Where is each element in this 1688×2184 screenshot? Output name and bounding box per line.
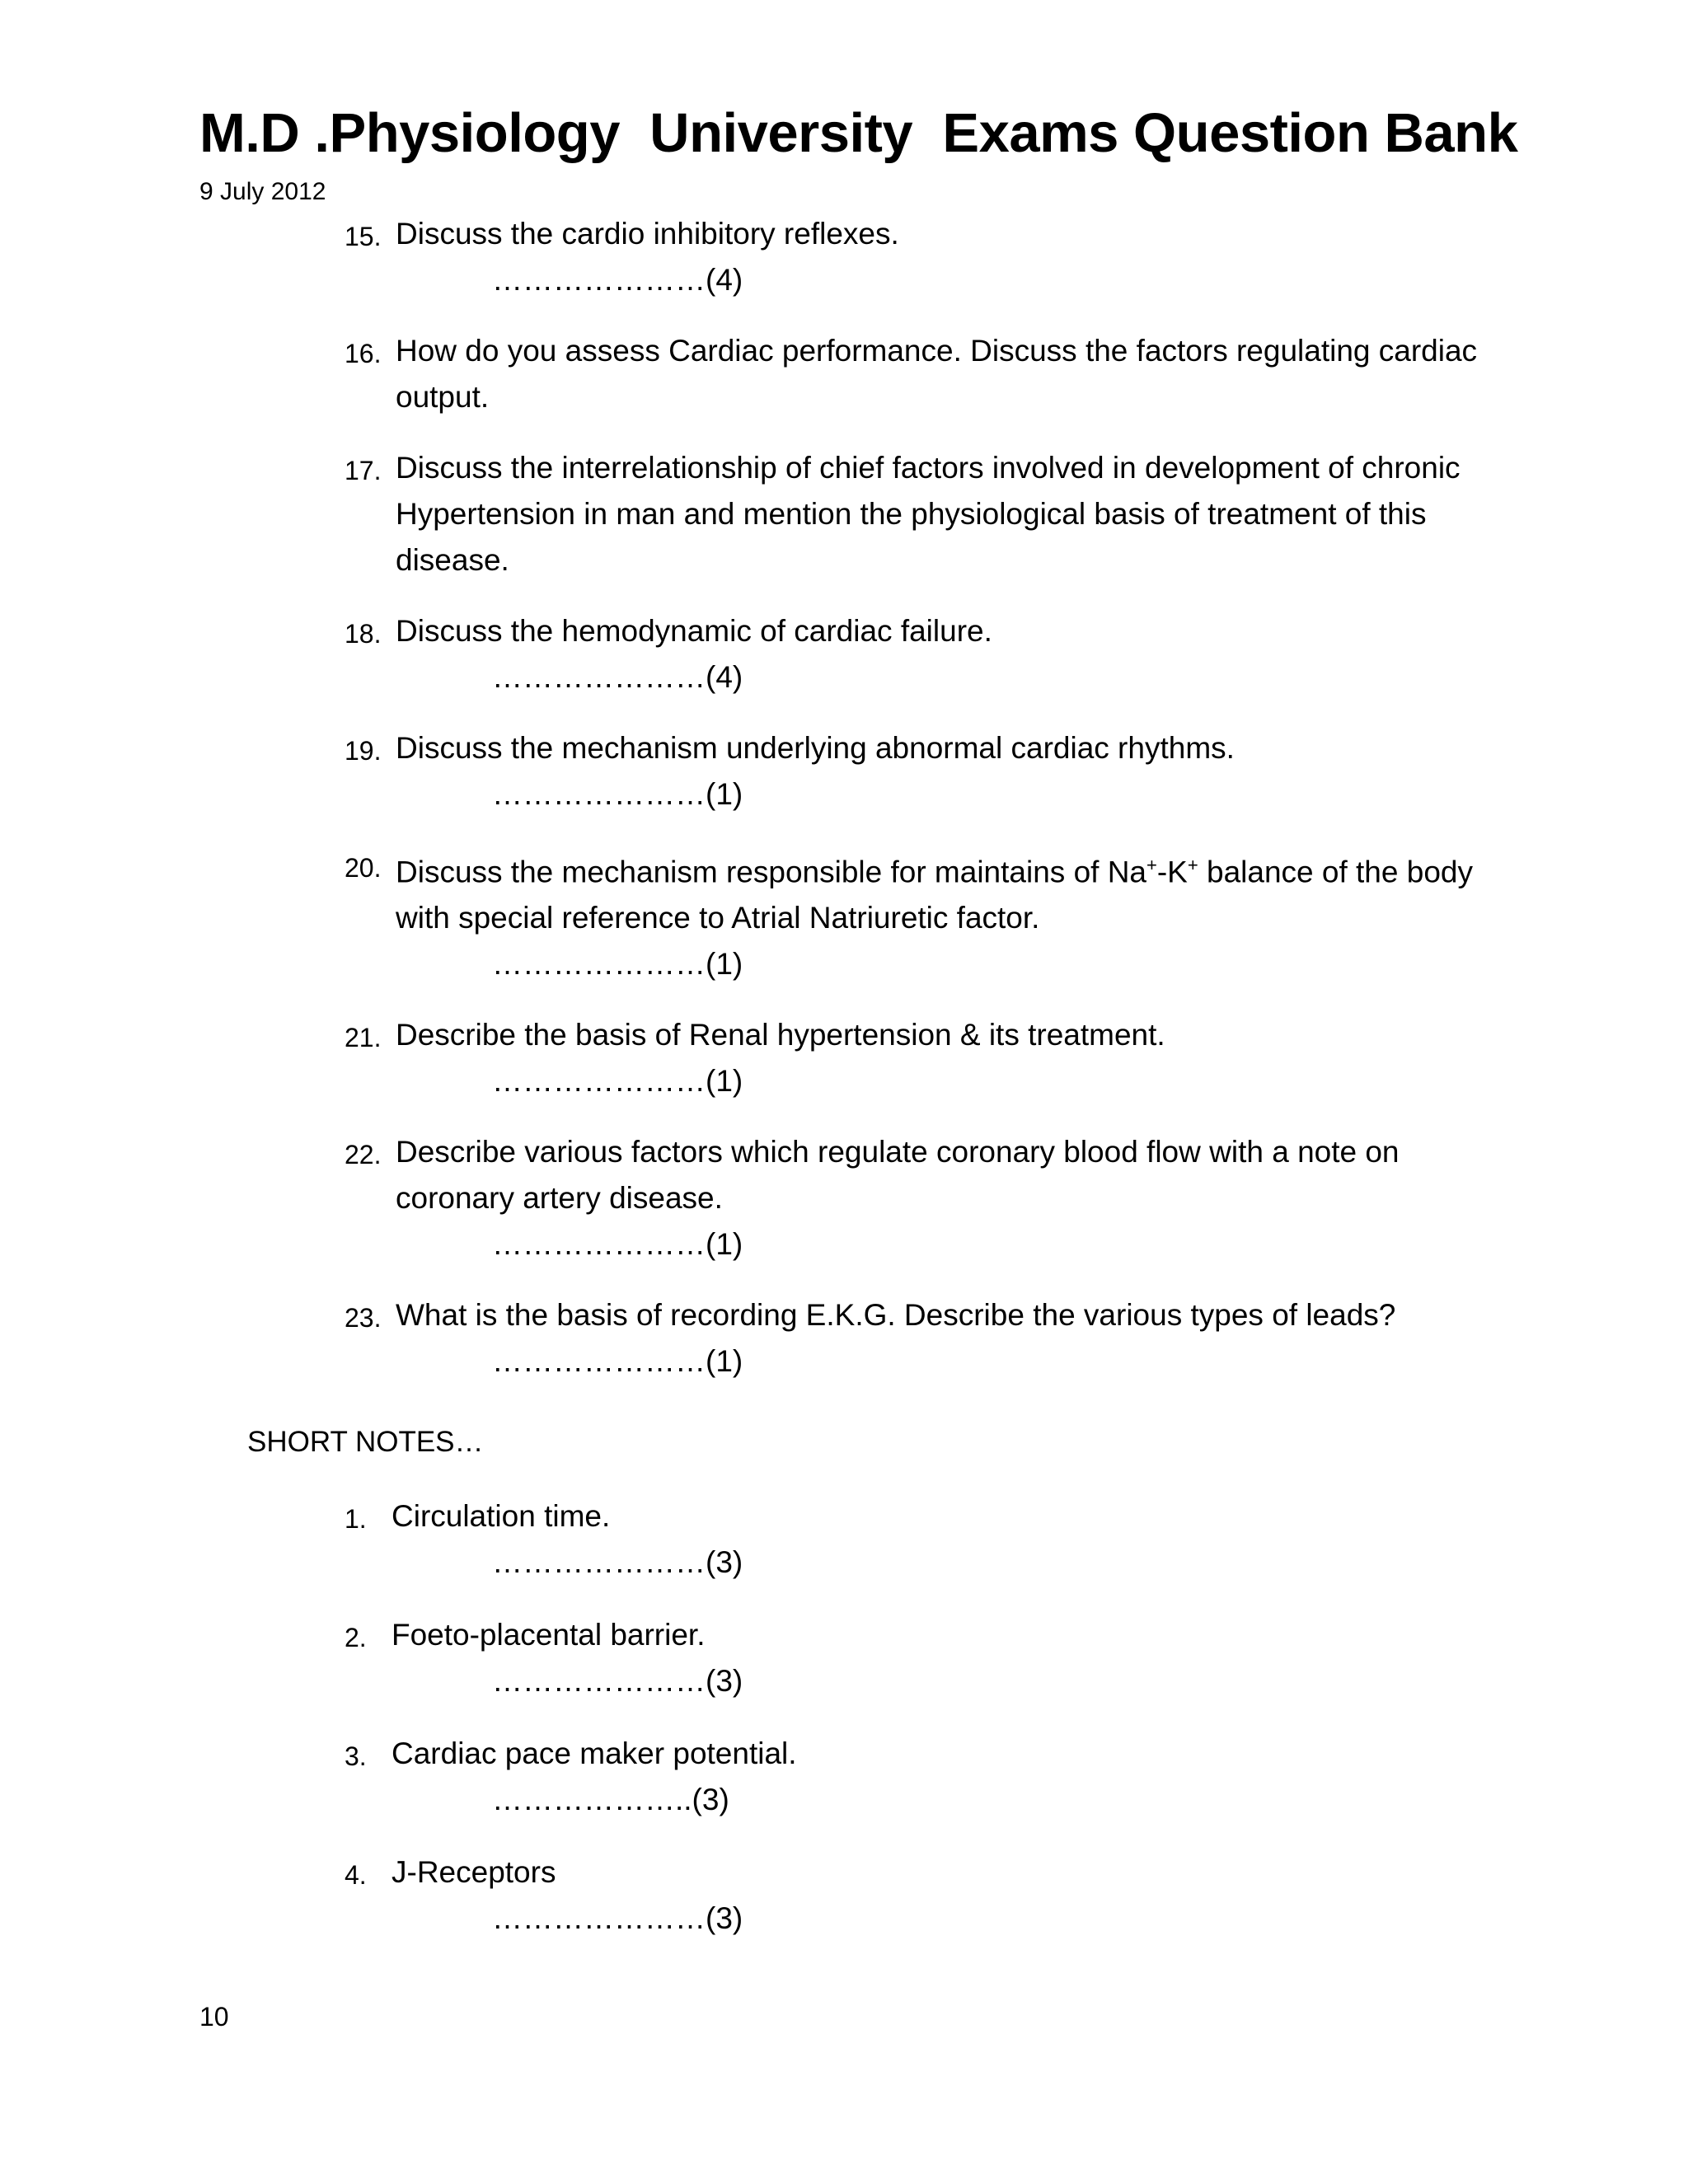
- question-item: [345, 608, 1482, 701]
- page-date: 9 July 2012: [199, 178, 326, 205]
- question-number: 23.: [345, 1303, 382, 1333]
- question-number: 20.: [345, 853, 382, 883]
- short-note-marks: …………………(3): [492, 1664, 743, 1698]
- short-note-marks: ………………..(3): [492, 1783, 729, 1816]
- short-note-item: [345, 1849, 1482, 1942]
- question-marks: …………………(1): [492, 947, 743, 982]
- question-number: 19.: [345, 736, 382, 766]
- short-note-number: 2.: [345, 1623, 367, 1652]
- question-text: Describe the basis of Renal hypertension & its treatment.: [396, 1018, 1165, 1052]
- question-marks: …………………(4): [492, 263, 743, 297]
- question-marks: …………………(4): [492, 660, 743, 694]
- question-text-part: balance of the body with special reference to Atrial Natriuretic factor.: [396, 855, 1473, 935]
- short-note-text: J-Receptors: [392, 1855, 556, 1889]
- question-item: [345, 1129, 1482, 1268]
- superscript-plus: +: [1187, 855, 1198, 875]
- page-title: M.D .Physiology University Exams Question Bank: [199, 102, 1518, 164]
- page-number: 10: [199, 2002, 229, 2032]
- question-item: [345, 725, 1482, 818]
- short-note-text: Cardiac pace maker potential.: [392, 1736, 797, 1770]
- question-text: How do you assess Cardiac performance. Discuss the factors regulating cardiac output.: [396, 334, 1478, 414]
- short-note-number: 4.: [345, 1860, 367, 1890]
- short-note-number: 3.: [345, 1741, 367, 1771]
- short-note-item: [345, 1731, 1482, 1823]
- short-note-number: 1.: [345, 1504, 367, 1534]
- question-marks: …………………(1): [492, 1064, 743, 1099]
- question-text: [396, 842, 1482, 941]
- question-text: Discuss the interrelationship of chief factors involved in development of chronic Hypertension in man and mention the physiological basis of treatment of this disease.: [396, 451, 1461, 577]
- question-item: [345, 445, 1482, 583]
- question-text: Discuss the cardio inhibitory reflexes.: [396, 217, 899, 251]
- question-number: 21.: [345, 1023, 382, 1053]
- question-marks: …………………(1): [492, 1227, 743, 1262]
- question-item: [345, 328, 1482, 420]
- short-notes-heading: SHORT NOTES…: [247, 1426, 484, 1458]
- question-list: [345, 211, 1482, 1409]
- question-text-part: -K: [1156, 855, 1188, 889]
- question-item: [345, 1012, 1482, 1104]
- question-marks: …………………(1): [492, 777, 743, 811]
- question-number: 22.: [345, 1140, 382, 1170]
- short-note-marks: …………………(3): [492, 1901, 743, 1935]
- question-text: What is the basis of recording E.K.G. Describe the various types of leads?: [396, 1298, 1396, 1333]
- short-note-item: [345, 1612, 1482, 1704]
- question-text: Discuss the mechanism underlying abnormal cardiac rhythms.: [396, 731, 1235, 765]
- superscript-plus: +: [1146, 855, 1157, 875]
- question-item: [345, 842, 1482, 987]
- question-number: 15.: [345, 222, 382, 251]
- short-note-marks: …………………(3): [492, 1545, 743, 1579]
- question-text-part: Discuss the mechanism responsible for maintains of Na: [396, 855, 1146, 889]
- question-number: 17.: [345, 456, 382, 485]
- short-note-text: Foeto-placental barrier.: [392, 1618, 706, 1652]
- question-item: [345, 211, 1482, 303]
- question-item: [345, 1292, 1482, 1385]
- short-note-item: [345, 1493, 1482, 1586]
- question-marks: …………………(1): [492, 1344, 743, 1379]
- question-number: 16.: [345, 339, 382, 368]
- short-notes-list: [345, 1493, 1482, 1968]
- question-number: 18.: [345, 619, 382, 649]
- short-note-text: Circulation time.: [392, 1499, 611, 1533]
- question-text: Discuss the hemodynamic of cardiac failure.: [396, 614, 992, 648]
- question-text: Describe various factors which regulate coronary blood flow with a note on coronary artery disease.: [396, 1135, 1400, 1216]
